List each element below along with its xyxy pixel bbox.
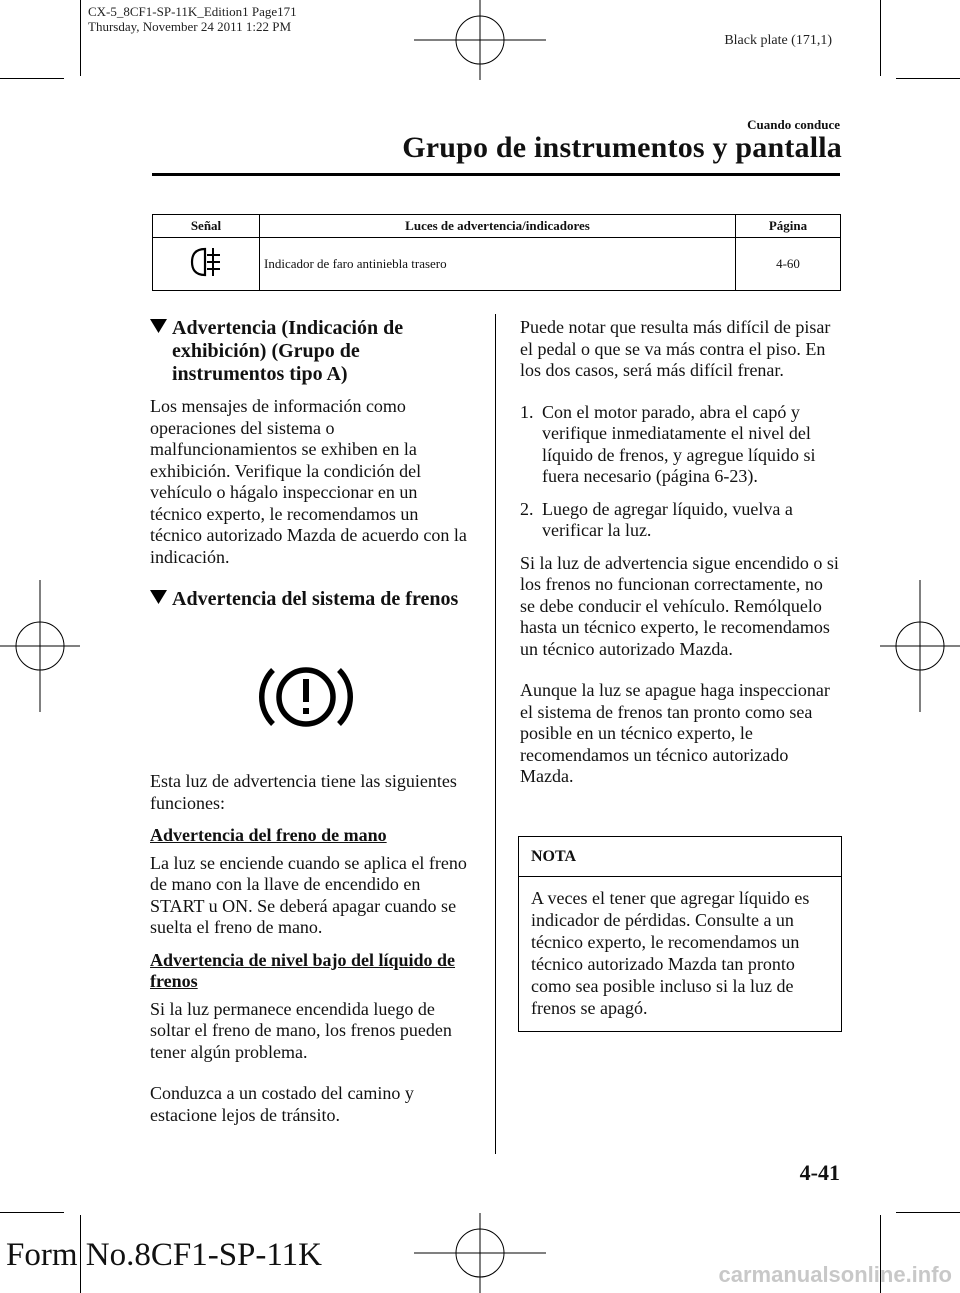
table-header-row [153,215,841,238]
form-number: Form No.8CF1-SP-11K [6,1237,322,1273]
page-title: Grupo de instrumentos y pantalla [402,131,842,164]
header-rule [152,173,840,176]
brake-warning-icon [258,657,354,737]
right-paragraph-1: Puede notar que resulta más difícil de pisar el pedal o que se va más contra el piso. En los dos casos, será más difícil frenar. [520,317,831,380]
triangle-bullet-icon [150,589,167,605]
subheading-brake-fluid: Advertencia de nivel bajo del líquido de frenos [150,949,456,991]
watermark: carmanualsonline.info [718,1262,952,1287]
right-column [520,317,842,799]
left-paragraph-3: La luz se enciende cuando se aplica el freno de mano con la llave de encendido en START u ON. Se deberá apagar cuando se suelta el freno de mano. [150,852,467,937]
slug-line-2: Thursday, November 24 2011 1:22 PM [88,19,292,34]
right-paragraph-2: Si la luz de advertencia sigue encendido o si los frenos no funcionan correctamente, no se debe conducir el vehículo. Remólquelo hasta un técnico experto, le recomendamos un técnico autorizado Mazda. [520,552,839,659]
plate-label: Black plate (171,1) [724,33,832,48]
signal-label: Indicador de faro antiniebla trasero [260,238,736,291]
registration-mark-top [414,0,546,80]
page-number: 4-41 [799,1160,840,1185]
table-row [153,238,841,291]
registration-mark-bottom [414,1213,546,1293]
col-header-signal: Señal [153,215,260,238]
signal-cell [153,238,260,291]
heading-warning-display: Advertencia (Indicación de exhibición) (Grupo de instrumentos tipo A) [150,317,472,386]
registration-mark-left [0,580,80,712]
left-paragraph-5: Conduzca a un costado del camino y estacione lejos de tránsito. [150,1083,414,1125]
left-paragraph-4: Si la luz permanece encendida luego de soltar el freno de mano, los frenos pueden tener algún problema. [150,998,452,1062]
list-item: 1. Con el motor parado, abra el capó y verifique inmediatamente el nivel del líquido de frenos, y agregue líquido si fuera necesario (página 6-23). [520,401,816,486]
note-box [518,836,842,1032]
section-label: Cuando conduce [747,117,840,132]
note-body: A veces el tener que agregar líquido es indicador de pérdidas. Consulte a un técnico experto, le recomendamos un técnico autorizado Mazda tan pronto como sea posible incluso si la luz de frenos se apagó. [531,888,810,1018]
brake-icon-area [150,621,472,771]
triangle-bullet-icon [150,318,167,334]
left-paragraph-2: Esta luz de advertencia tiene las siguientes funciones: [150,771,457,813]
slug-line-1: CX-5_8CF1-SP-11K_Edition1 Page171 [88,4,297,19]
heading-brake-warning: Advertencia del sistema de frenos [150,588,472,611]
signal-page: 4-60 [736,238,841,291]
left-column [150,317,472,1137]
signal-table [152,214,841,291]
rear-fog-light-icon [189,246,223,278]
subheading-parking-brake: Advertencia del freno de mano [150,825,387,845]
left-paragraph-1: Los mensajes de información como operaciones del sistema o malfuncionamientos se exhiben en la exhibición. Verifique la condición del vehículo o hágalo inspeccionar en un técnico experto, le recomendamos un técnico autorizado Mazda de acuerdo con la indicación. [150,396,467,567]
list-item: 2. Luego de agregar líquido, vuelva a verificar la luz. [520,498,793,540]
note-title: NOTA [519,837,841,877]
right-paragraph-3: Aunque la luz se apague haga inspeccionar el sistema de frenos tan pronto como sea posible en un técnico experto, le recomendamos un técnico autorizado Mazda. [520,680,830,786]
col-header-page: Página [736,215,841,238]
registration-mark-right [880,580,960,712]
print-slug [88,4,297,34]
col-header-lights: Luces de advertencia/indicadores [260,215,736,238]
column-divider [495,314,496,1154]
